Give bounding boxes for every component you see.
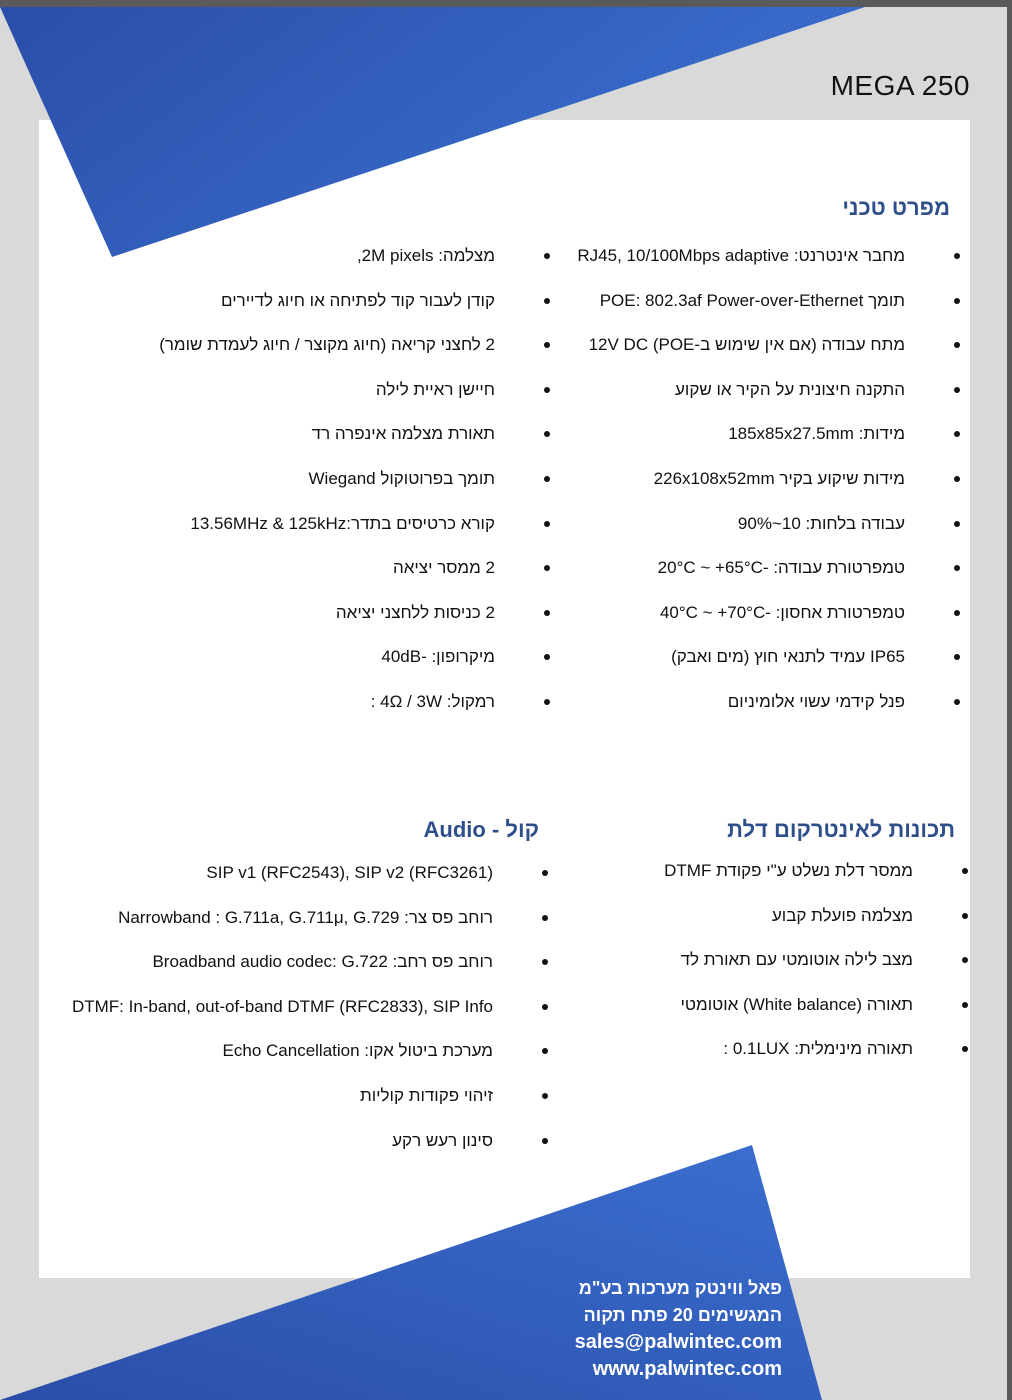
bullet-icon: [954, 253, 960, 259]
list-item-text: מערכת ביטול אקו: Echo Cancellation: [222, 1041, 493, 1061]
list-item-text: ממסר דלת נשלט ע"י פקודת DTMF: [664, 861, 913, 880]
bullet-icon: [542, 1093, 548, 1099]
bullet-icon: [954, 431, 960, 437]
list-item-text: מיקרופון: -40dB: [381, 647, 495, 667]
bullet-icon: [542, 915, 548, 921]
list-item: [0, 1085, 548, 1130]
list-item: [0, 602, 550, 647]
list-item-text: מצלמה פועלת קבוע: [771, 905, 913, 925]
tech-spec-left-list: [0, 245, 550, 736]
list-item-text: פנל קידמי עשוי אלומיניום: [727, 691, 905, 711]
bullet-icon: [962, 957, 968, 963]
list-item-text: זיהוי פקודות קוליות: [359, 1085, 493, 1105]
bullet-icon: [954, 521, 960, 527]
bullet-icon: [544, 476, 550, 482]
list-item-text: רוחב פס צר: Narrowband : G.711a, G.711μ, G.729: [118, 907, 493, 927]
bullet-icon: [544, 387, 550, 393]
list-item-text: מתח עבודה (אם אין שימוש ב-POE) 12V DC: [588, 335, 905, 355]
list-item-text: סינון רעש רקע: [392, 1130, 493, 1150]
bullet-icon: [954, 565, 960, 571]
list-item-text: קורא כרטיסים בתדר:13.56MHz & 125kHz: [190, 513, 495, 533]
list-item-text: מידות שיקוע בקיר 226x108x52mm: [653, 468, 905, 488]
bullet-icon: [542, 1048, 548, 1054]
document-title: MEGA 250: [830, 70, 970, 101]
footer-address: המגשימים 20 פתח תקוה: [583, 1305, 782, 1325]
bullet-icon: [962, 868, 968, 874]
list-item: [0, 907, 548, 952]
bullet-icon: [954, 699, 960, 705]
frame-top-border: [0, 0, 1012, 7]
list-item-text: DTMF: In-band, out-of-band DTMF (RFC2833), SIP Info: [71, 996, 493, 1016]
list-item: [0, 379, 550, 424]
list-item: [0, 334, 550, 379]
door-features-title: תכונות לאינטרקום דלת: [727, 817, 955, 842]
list-item-text: 2 כניסות ללחצני יציאה: [335, 602, 495, 622]
footer-company: פאל ווינטק מערכות בע"מ: [578, 1278, 782, 1298]
list-item-text: SIP v1 (RFC2543), SIP v2 (RFC3261): [206, 863, 493, 882]
list-item: [0, 646, 550, 691]
bullet-icon: [954, 610, 960, 616]
list-item-text: רמקול: 4Ω / 3W :: [370, 691, 495, 711]
bullet-icon: [544, 253, 550, 259]
bullet-icon: [544, 699, 550, 705]
list-item-text: מידות: 185x85x27.5mm: [728, 424, 905, 444]
list-item: [0, 423, 550, 468]
list-item-text: טמפרטורת עבודה: -20°C ~ +65°C: [657, 558, 905, 578]
bullet-icon: [544, 654, 550, 660]
bullet-icon: [544, 298, 550, 304]
bullet-icon: [954, 476, 960, 482]
list-item: [0, 1130, 548, 1175]
list-item-text: מחבר אינטרנט: RJ45, 10/100Mbps adaptive: [577, 246, 905, 265]
list-item: [0, 468, 550, 513]
list-item-text: IP65 עמיד לתנאי חוץ (מים ואבק): [671, 647, 905, 667]
footer-contact: [575, 1275, 782, 1383]
list-item-text: תומך POE: 802.3af Power-over-Ethernet: [599, 290, 905, 310]
bullet-icon: [962, 1046, 968, 1052]
list-item: [0, 290, 550, 335]
bullet-icon: [954, 298, 960, 304]
bullet-icon: [544, 342, 550, 348]
list-item-text: חיישן ראיית לילה: [375, 379, 495, 399]
tech-spec-title: מפרט טכני: [842, 195, 950, 220]
footer-email[interactable]: sales@palwintec.com: [574, 1331, 782, 1353]
bullet-icon: [542, 870, 548, 876]
bullet-icon: [954, 342, 960, 348]
bullet-icon: [962, 913, 968, 919]
bullet-icon: [544, 431, 550, 437]
bullet-icon: [954, 387, 960, 393]
bullet-icon: [962, 1002, 968, 1008]
bullet-icon: [542, 1004, 548, 1010]
list-item: [0, 951, 548, 996]
list-item-text: קודן לעבור קוד לפתיחה או חיוג לדיירים: [221, 290, 495, 310]
list-item-text: תאורה (White balance) אוטומטי: [680, 994, 913, 1014]
list-item: [0, 862, 548, 907]
bullet-icon: [544, 521, 550, 527]
list-item-text: תאורה מינימלית: 0.1LUX :: [723, 1039, 913, 1059]
list-item-text: עבודה בלחות: 10~90%: [737, 513, 905, 533]
list-item-text: תאורת מצלמה אינפרה רד: [311, 424, 495, 444]
list-item: [0, 557, 550, 602]
list-item-text: טמפרטורת אחסון: -40°C ~ +70°C: [659, 602, 905, 622]
top-triangle: [0, 7, 865, 257]
list-item-text: 2 ממסר יציאה: [392, 558, 495, 578]
list-item: [0, 691, 550, 736]
list-item: [0, 245, 550, 290]
list-item: [0, 513, 550, 558]
list-item-text: רוחב פס רחב: Broadband audio codec: G.722: [152, 952, 493, 972]
list-item-text: 2 לחצני קריאה (חיוג מקוצר / חיוג לעמדת שומר): [159, 335, 495, 355]
footer-website[interactable]: www.palwintec.com: [592, 1358, 782, 1380]
bullet-icon: [544, 610, 550, 616]
bullet-icon: [542, 959, 548, 965]
list-item-text: תומך בפרוטוקול Wiegand: [308, 468, 495, 488]
audio-title: קול - Audio: [423, 817, 539, 842]
list-item-text: מצלמה: 2M pixels,: [356, 246, 495, 265]
list-item: [0, 1040, 548, 1085]
bullet-icon: [544, 565, 550, 571]
list-item-text: מצב לילה אוטומטי עם תאורת לד: [680, 950, 913, 970]
bullet-icon: [954, 654, 960, 660]
bullet-icon: [542, 1138, 548, 1144]
list-item: [0, 996, 548, 1041]
frame-right-border: [1007, 0, 1012, 1400]
audio-list: [0, 862, 548, 1174]
list-item-text: התקנה חיצונית על הקיר או שקוע: [675, 379, 905, 399]
